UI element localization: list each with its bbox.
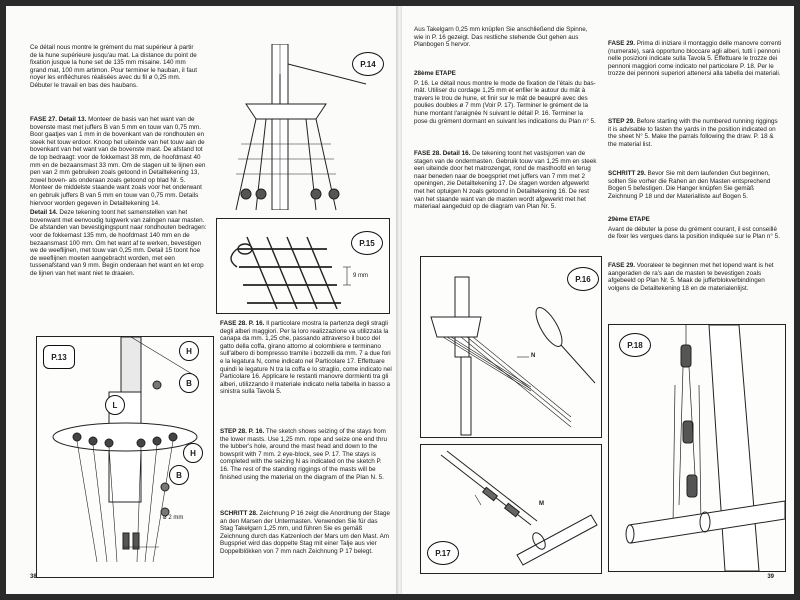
figure-p16-callout-n: N <box>531 353 536 359</box>
fase29-nl-heading: FASE 29. <box>608 262 635 269</box>
etape28-heading-text: 28ème ETAPE <box>414 70 456 77</box>
figure-p14-label: P.14 <box>352 52 384 76</box>
figure-p18-label: P.18 <box>619 333 651 357</box>
figure-p15-label: P.15 <box>351 231 383 255</box>
fase27-body: Monteer de basis van het want van de bovenste mast met juffers B van 5 mm en touw van 0,75 mm. Boor gaatjes van 1 mm in de bovenkant van de rondhouten en steek het touw erdoor. Knoop het uiteinde van het touw aan de bovenkant van het want van de bovenste mast. De afstand tot de top bedraagt: voor de fokkemast 38 mm, de hoofdmast 40 mm en de bezaansmast 33 mm. Om de stagen uit te lijnen een pen van 2 mm gebruiken zoals getoond in Detailtekening 13, zowel boven- als onderaan zoals getoond op blad Nr. 5. Monteer de middelste staande want zoals voor het onderwant en gebruik juffers B van 5 mm en touw van 0,75 mm. Details hiervoor worden gegeven in Detailtekening 14. <box>30 116 206 207</box>
fase29-nl-body: Vooraleer te beginnen met het lopend want is het aangeraden de ra's aan de masten te bevestigen zoals afgebeeld op Plan Nr. 5. Maak de jufferblokverbindingen volgens de Detailtekening 18 en de materialenlijst. <box>608 262 774 292</box>
fase28-nl-heading: FASE 28. Detail 16. <box>414 150 471 157</box>
schritt29-paragraph <box>608 170 782 200</box>
page-number-right: 39 <box>767 574 774 580</box>
fase28-nl-paragraph <box>414 150 598 211</box>
fase28-nl-text-block <box>414 150 598 213</box>
etape28-body: P. 16. Le détail nous montre le mode de fixation de l'étais du bas-mât. Utiliser du cordage 1,25 mm et enfiler le autour du mât à travers le trou de hune, et finir sur le mât de beaupré avec des poulies doubles ø 7 mm (Voir P. 17). Terminer le grément de la hune montant l'araignée N suivant le détail P. 16. Terminer la pose du grément dormant en suivant les indications du Plan n° 5. <box>414 79 596 125</box>
figure-p13-label: P.13 <box>43 345 75 369</box>
schritt28-body: Zeichnung P 16 zeigt die Anordnung der Stage an den Marsen der Untermasten. Verwenden Sie für das Stag Takelgarn 1,25 mm, und führen Sie es gemäß Zeichnung durch das Katzenloch der Mars um den Mast. Am Bugspriet wird das doppelte Stag mit einer Talje aus vier Doppelblökken von 7 mm nach Zeichnung P 17 belegt. <box>220 510 391 555</box>
fase27-heading: FASE 27. Detail 13. <box>30 116 87 123</box>
step29-text-block <box>608 118 782 150</box>
schritt29-text-block <box>608 170 782 202</box>
left-page <box>6 6 398 594</box>
schritt28-continued: Aus Takelgarn 0,25 mm knüpfen Sie anschließend die Spinne, wie in P. 16 gezeigt. Das restliche stehende Gut gehen aus Planbogen 5 hervor. <box>414 26 588 49</box>
step28-body: The sketch shows seizing of the stays from the lower masts. Use 1,25 mm. rope and seize one end thru the lubber's hole, around the mast head and down to the bowsprit with 7 mm. 2 eye-block, see P. 17. The stays is completed with the seizing N as indicated on the sketch P. 16. The rest of the standing riggings of the masts will be finished using the material on the diagram of the Plan N. 5. <box>220 428 387 481</box>
schritt29-heading: SCHRITT 29. <box>608 170 646 177</box>
schritt28-paragraph <box>220 510 392 556</box>
etape29-heading-text: 29ème ETAPE <box>608 216 650 223</box>
step28-heading: STEP 28. P. 16. <box>220 428 265 435</box>
figure-p13-callout-h-mid: H <box>183 443 203 463</box>
figure-p13-callout-b-top: B <box>179 373 199 393</box>
right-page <box>402 6 794 594</box>
fase29-it-text-block <box>608 40 782 80</box>
etape28-text-block <box>414 70 598 127</box>
schritt28-heading: SCHRITT 28. <box>220 510 258 517</box>
fase28-it-body: Il particolare mostra la partenza degli stragli degli alberi maggiori. Per la loro realizzazione va utilizzata la canapa da mm. 1,25 che, passando attraverso il buco del gatto della coffa, girano attorno al colombiere e terminano sull'albero di bompresso tramite i bozzelli da mm. 7 a due fori e la legatura N, come indicato nel Particolare 17. Effettuare quindi le legature N tra la coffa e lo straglio, come indicato nel Particolare 16. Applicare le restanti manovre dormienti tra gli alberi, utilizzando il materiale indicato nella tabella in basso a sinistra sulla Tavola 5. <box>220 320 392 396</box>
fase27-paragraph <box>30 116 208 207</box>
schritt29-body: Bevor Sie mit dem laufenden Gut beginnen, sollten Sie vorher die Rahen an den Masten entsprechend Bogen 5 befestigen. Die Hanger knüpfen Sie gemäß Zeichnung P 18 und der Materialliste auf Bogen 5. <box>608 170 771 200</box>
fase29-nl-text-block <box>608 262 782 294</box>
figure-p17-label: P.17 <box>427 541 459 565</box>
figure-p16 <box>420 256 602 438</box>
fase28-it-paragraph <box>220 320 392 396</box>
page-number-left: 38 <box>30 574 37 580</box>
fase27-text-block <box>30 116 208 279</box>
figure-p15 <box>216 218 390 314</box>
figure-p13-dimension: ø 2 mm <box>163 515 184 521</box>
detail14-paragraph <box>30 209 208 277</box>
etape29-body: Avant de débuter la pose du grément courant, il est conseillé de fixer les vergues dans la position indiquée sur le Plan n° 5. <box>608 225 780 241</box>
figure-p13-callout-l: L <box>105 395 125 415</box>
step28-paragraph <box>220 428 392 481</box>
etape29-text-block <box>608 216 782 243</box>
fase29-nl-paragraph <box>608 262 782 292</box>
step29-body: Before starting with the numbered running riggings it is advisable to fasten the yards in the position indicated on the sheet N° 5. Make the parrals following the draw. P. 18 & the material list. <box>608 118 778 148</box>
fase29-it-paragraph <box>608 40 782 78</box>
figure-p18-drawing <box>609 325 785 571</box>
figure-p13 <box>36 336 214 578</box>
intro-text-block <box>30 44 198 92</box>
figure-p16-label: P.16 <box>567 267 599 291</box>
figure-p13-callout-h-top: H <box>179 341 199 361</box>
figure-p15-dimension: 9 mm <box>353 273 368 279</box>
fase28-nl-body: De tekening toont het vastsjorren van de stagen van de ondermasten. Gebruik touw van 1,25 mm en steek een uiteinde door het matrozengat, rond de masthoofd en terug naar beneden naar de boegspriet met juffers van 7 mm met 2 openingen, zie Detailtekening 17. De stagen worden afgewerkt met het optuigen N zoals getoond in Detailtekening 16. De rest van het staande want van de masten wordt afgewerkt met het materiaal aangeduid op de diagram van Plan Nr. 5. <box>414 150 597 211</box>
etape28-heading <box>414 70 598 78</box>
step28-text-block <box>220 428 392 483</box>
fase29-it-body: Prima di iniziare il montaggio delle manovre correnti (numerate), sarà opportuno bloccare agli alberi, tutti i pennoni nelle posizioni indicate sulla Tavola 5. Effettuare le trozze dei pennoni maggiori come indicato nel particolare P. 18. Per le trozze dei pennoni superiori attenersi alla tabella dei materiali. <box>608 40 782 78</box>
figure-p17 <box>420 444 602 574</box>
figure-p18 <box>608 324 786 572</box>
step29-paragraph <box>608 118 782 148</box>
etape29-heading <box>608 216 782 224</box>
detail14-heading: Detail 14. <box>30 209 58 217</box>
schritt28-text-block <box>220 510 392 558</box>
detail14-body: Deze tekening toont het samenstellen van het bovenwant met eenvoudig tuigwerk van zalingen naar masten. De afstanden van bevestigingspunt naar rondhouten bedragen: voor de fokkemast 135 mm, de hoofdmast 140 mm en de bezaansmast 100 mm. Om het want af te werken, bevestigen we de weeflijnen, met touw van 0,25 mm. Detail 15 toont hoe de weeflijnen moeten aangebracht worden, met een tussenafstand van 9 mm. Begin onderaan het want en let erop de lijnen van het want niet te draaien. <box>30 209 207 277</box>
fase28-it-text-block <box>220 320 392 398</box>
step29-heading: STEP 29. <box>608 118 635 125</box>
figure-p13-callout-b-bottom: B <box>169 465 189 485</box>
figure-p17-callout-m: M <box>539 501 544 507</box>
fase28-it-heading: FASE 28. P. 16. <box>220 320 265 327</box>
figure-p14 <box>216 44 388 210</box>
right-col1-top-block <box>414 26 598 51</box>
fase29-it-heading: FASE 29. <box>608 40 635 47</box>
intro-paragraph: Ce détail nous montre le grément du mat supérieur à partir de la hune supérieure jusqu'au mat. La distance du point de fixation jusque la hune set de 135 mm misaine. 140 mm grand mat, 100 mm artimon. Pour terminer le hauban, il faut noyer les enfléchures réalisées avec du fil ø 0,25 mm. Débuter le travail en bas des haubans. <box>30 44 197 89</box>
